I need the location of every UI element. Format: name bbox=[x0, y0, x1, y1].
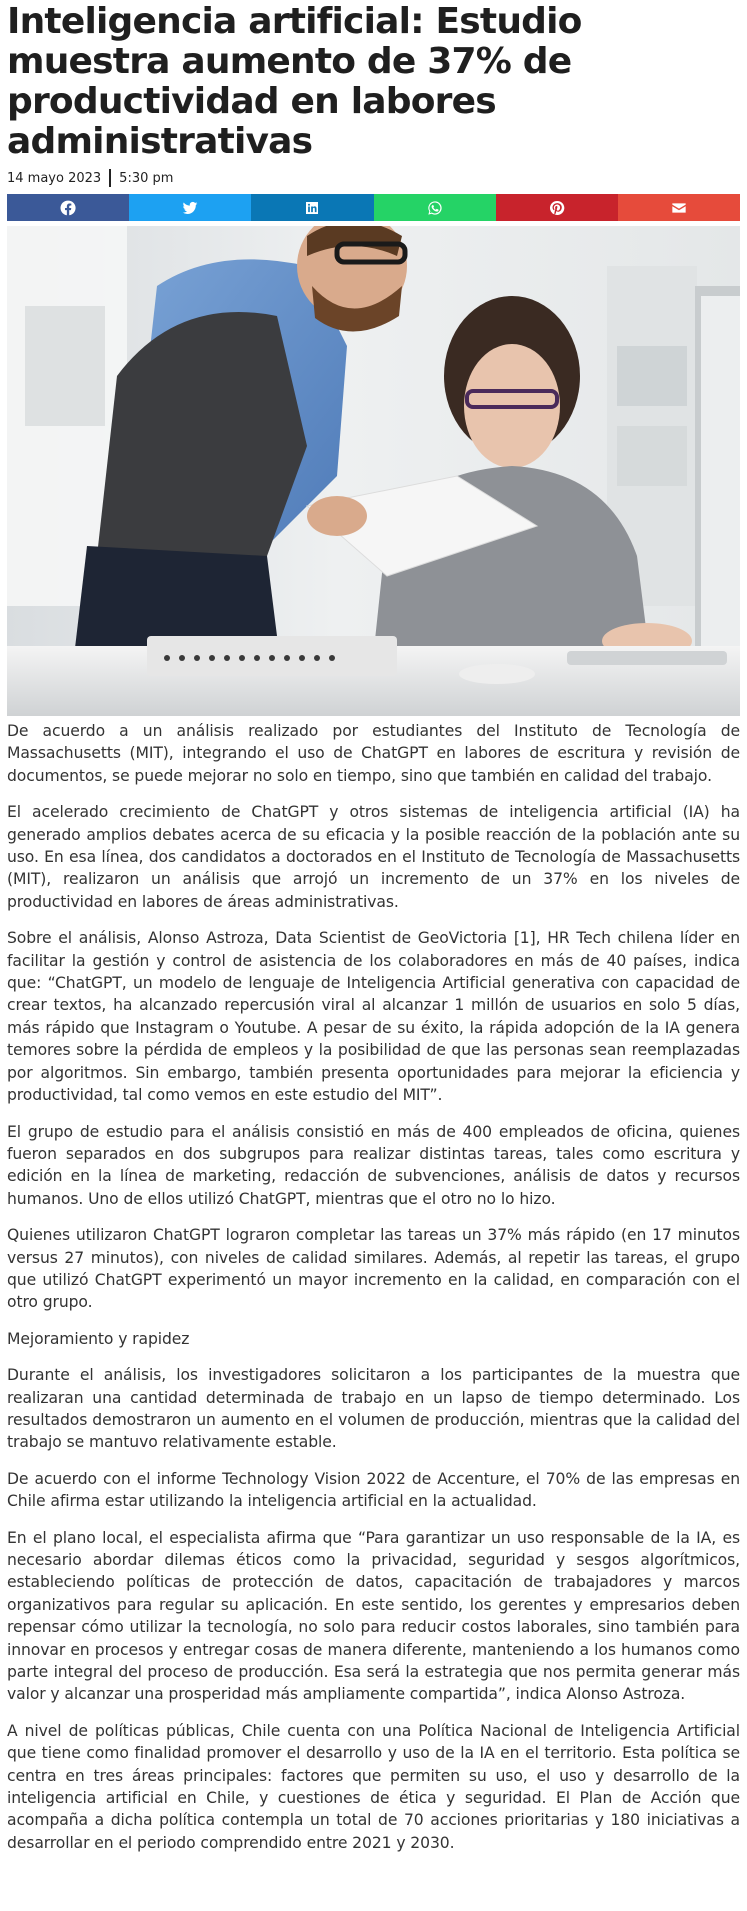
paragraph: De acuerdo con el informe Technology Vision 2022 de Accenture, el 70% de las empresas en Chile afirma estar utilizando la inteligencia artificial en la actualidad. bbox=[7, 1469, 740, 1511]
article-meta bbox=[7, 168, 740, 188]
share-whatsapp-button[interactable] bbox=[374, 194, 496, 221]
article-title: Inteligencia artificial: Estudio muestra aumento de 37% de productividad en labores administrativas bbox=[7, 1, 582, 162]
paragraph: El grupo de estudio para el análisis consistió en más de 400 empleados de oficina, quienes fueron separados en dos subgrupos para realizar distintas tareas, tales como escritura y edición en la línea de marketing, redacción de subvenciones, análisis de datos y recursos humanos. Uno de ellos utilizó ChatGPT, mientras que el otro no lo hizo. bbox=[7, 1122, 740, 1208]
envelope-icon bbox=[671, 200, 687, 216]
paragraph: Quienes utilizaron ChatGPT lograron completar las tareas un 37% más rápido (en 17 minutos versus 27 minutos), con niveles de calidad similares. Además, al repetir las tareas, el grupo que utilizó ChatGPT experimentó un mayor incremento en la calidad, en comparación con el otro grupo. bbox=[7, 1226, 740, 1312]
whatsapp-icon bbox=[427, 200, 443, 216]
paragraph: A nivel de políticas públicas, Chile cuenta con una Política Nacional de Inteligencia Artificial que tiene como finalidad promover el desarrollo y uso de la IA en el territorio. Esta política se centra en tres áreas principales: factores que permiten su uso, el uso y desarrollo de la inteligencia artificial en Chile, y cuestiones de ética y seguridad. El Plan de Acción que acompaña a dicha política contempla un total de 70 acciones prioritarias y 180 iniciativas a desarrollar en el periodo comprendido entre 2021 y 2030. bbox=[7, 1721, 740, 1852]
meta-divider bbox=[109, 169, 111, 187]
share-facebook-button[interactable] bbox=[7, 194, 129, 221]
share-bar bbox=[7, 194, 740, 221]
paragraph: En el plano local, el especialista afirma que “Para garantizar un uso responsable de la IA, es necesario abordar dilemas éticos como la privacidad, seguridad y sesgos algorítmicos, estableciendo políticas de protección de datos, capacitación de trabajadores y marcos organizativos para regular su aplicación. En este sentido, los gerentes y empresarios deben repensar cómo utilizar la tecnología, no solo para reducir costos laborales, sino también para innovar en procesos y entregar cosas de manera diferente, manteniendo a los humanos como parte integral del proceso de producción. Esa será la estrategia que nos permita generar más valor y alcanzar una prosperidad más ampliamente compartida”, indica Alonso Astroza. bbox=[7, 1528, 740, 1704]
section-subheading: Mejoramiento y rapidez bbox=[7, 1329, 190, 1348]
paragraph: El acelerado crecimiento de ChatGPT y otros sistemas de inteligencia artificial (IA) ha generado amplios debates acerca de su eficacia y la posible reacción de la población ante su uso. En esa línea, dos candidatos a doctorados en el Instituto de Tecnología de Massachusetts (MIT), realizaron un análisis que arrojó un incremento de un 37% en los niveles de productividad en labores de áreas administrativas. bbox=[7, 803, 740, 911]
paragraph: De acuerdo a un análisis realizado por estudiantes del Instituto de Tecnología de Massachusetts (MIT), integrando el uso de ChatGPT en labores de escritura y revisión de documentos, se puede mejorar no solo en tiempo, sino que también en calidad del trabajo. bbox=[7, 722, 740, 785]
article-date: 14 mayo 2023 bbox=[7, 170, 102, 186]
share-twitter-button[interactable] bbox=[129, 194, 251, 221]
twitter-icon bbox=[182, 200, 198, 216]
paragraph: Durante el análisis, los investigadores solicitaron a los participantes de la muestra que realizaran una cantidad determinada de trabajo en un lapso de tiempo determinado. Los resultados demostraron un aumento en el volumen de producción, mientras que la calidad del trabajo se mantuvo relativamente estable. bbox=[7, 1366, 740, 1452]
pinterest-icon bbox=[549, 200, 565, 216]
facebook-icon bbox=[60, 200, 76, 216]
article-time: 5:30 pm bbox=[119, 170, 174, 186]
hero-image bbox=[7, 226, 740, 716]
share-email-button[interactable] bbox=[618, 194, 740, 221]
share-pinterest-button[interactable] bbox=[496, 194, 618, 221]
article-body bbox=[7, 720, 740, 1854]
paragraph: Sobre el análisis, Alonso Astroza, Data Scientist de GeoVictoria [1], HR Tech chilena líder en facilitar la gestión y control de asistencia de los colaboradores en más de 40 países, indica que: “ChatGPT, un modelo de lenguaje de Inteligencia Artificial generativa con capacidad de crear textos, ha alcanzado repercusión viral al alcanzar 1 millón de usuarios en solo 5 días, más rápido que Instagram o Youtube. A pesar de su éxito, la rápida adopción de la IA genera temores sobre la pérdida de empleos y la posibilidad de que las personas sean reemplazadas por algoritmos. Sin embargo, también presenta oportunidades para mejorar la eficiencia y productividad, tal como vemos en este estudio del MIT”. bbox=[7, 929, 740, 1105]
linkedin-icon bbox=[304, 200, 320, 216]
share-linkedin-button[interactable] bbox=[251, 194, 373, 221]
